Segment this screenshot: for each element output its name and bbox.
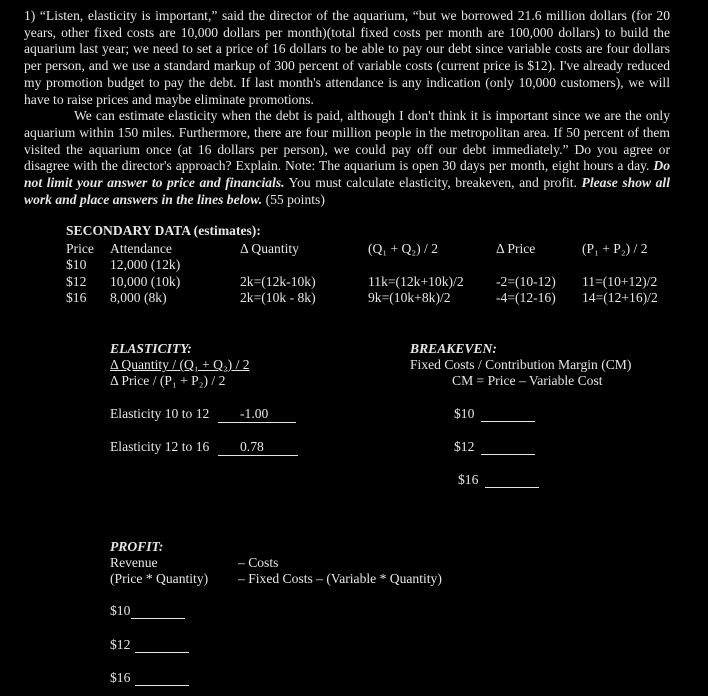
secondary-data-title: SECONDARY DATA (estimates): xyxy=(66,223,261,238)
revenue-label: Revenue xyxy=(110,555,158,570)
row-p-average: 14=(12+16)/2 xyxy=(582,290,658,305)
elasticity-label: Elasticity 10 to 12 xyxy=(110,406,210,421)
costs-label: – Costs xyxy=(238,555,279,570)
points-text: (55 points) xyxy=(262,191,325,207)
header-delta-price: Δ Price xyxy=(496,241,536,256)
contribution-margin-formula: CM = Price – Variable Cost xyxy=(452,373,603,388)
breakeven-formula: Fixed Costs / Contribution Margin (CM) xyxy=(410,357,632,372)
header-delta-quantity: Δ Quantity xyxy=(240,241,299,256)
question-paragraph-1: 1) “Listen, elasticity is important,” said the director of the aquarium, “but we borrowed 21.6 million dollars (for 20 years, other fixed costs are 10,000 dollars per month)(total fixed costs per month are 100,000 dollars) to build the aquarium last year; we need to set a price of 16 dollars to be able to pay our debt since variable costs are four dollars per person, and we use a standard markup of 300 percent of variable costs (current price is $12). I've already reduced my promotion budget to pay the debt. If last month's attendance is any indication (only 10,000 customers), we will have to raise prices and maybe eliminate promotions. xyxy=(24,8,670,107)
profit-price-label: $10 xyxy=(110,603,131,618)
breakeven-price-label: $10 xyxy=(454,406,475,421)
breakeven-price-label: $12 xyxy=(454,439,475,454)
elasticity-answer-field[interactable]: 0.78 xyxy=(218,439,298,456)
profit-answer-field[interactable] xyxy=(131,603,185,619)
header-price: Price xyxy=(66,241,94,256)
header-p-average: (P₁ + P₂) / 2 xyxy=(582,241,648,256)
profit-price-label: $16 xyxy=(110,670,131,685)
row-attendance: 10,000 (10k) xyxy=(110,274,181,289)
breakeven-answer-field[interactable] xyxy=(481,406,535,422)
question-p2-mid: You must calculate elasticity, breakeven, and profit. xyxy=(284,175,582,191)
question-text xyxy=(24,8,670,208)
row-p-average: 11=(10+12)/2 xyxy=(582,274,658,289)
row-q-average: 11k=(12k+10k)/2 xyxy=(368,274,464,289)
instruction-bold-1: Do not limit your answer to price and financials. xyxy=(24,158,670,191)
revenue-formula: (Price * Quantity) xyxy=(110,571,209,586)
breakeven-title: BREAKEVEN: xyxy=(410,341,497,356)
elasticity-formula-denominator: Δ Price / (P₁ + P₂) / 2 xyxy=(110,373,226,388)
breakeven-answer-field[interactable] xyxy=(485,472,539,488)
row-q-average: 9k=(10k+8k)/2 xyxy=(368,290,451,305)
breakeven-price-label: $16 xyxy=(458,472,479,487)
profit-answer-field[interactable] xyxy=(135,670,189,686)
row-delta-quantity: 2k=(12k-10k) xyxy=(240,274,316,289)
elasticity-label: Elasticity 12 to 16 xyxy=(110,439,210,454)
instruction-bold-2: Please show all work and place answers in the lines below. xyxy=(24,175,670,207)
costs-formula: – Fixed Costs – (Variable * Quantity) xyxy=(238,571,442,586)
breakeven-answer-field[interactable] xyxy=(481,439,535,455)
elasticity-answer-field[interactable]: -1.00 xyxy=(218,406,296,423)
profit-title: PROFIT: xyxy=(110,539,164,554)
row-attendance: 8,000 (8k) xyxy=(110,290,167,305)
elasticity-formula-numerator: Δ Quantity / (Q₁ + Q₂) / 2 xyxy=(110,357,250,372)
row-delta-price: -4=(12-16) xyxy=(496,290,556,305)
profit-answer-field[interactable] xyxy=(135,637,189,653)
profit-price-label: $12 xyxy=(110,637,131,652)
question-paragraph-2 xyxy=(24,108,670,208)
header-attendance: Attendance xyxy=(110,241,172,256)
header-q-average: (Q₁ + Q₂) / 2 xyxy=(368,241,438,256)
row-delta-quantity: 2k=(10k - 8k) xyxy=(240,290,316,305)
question-p2-text: We can estimate elasticity when the debt is paid, although I don't think it is important since we are the only aquarium within 150 miles. Furthermore, there are four million people in the metropolitan area. If 50 percent of them visited the aquarium once (at 16 dollars per person), we could pay off our debt immediately.” Do you agree or disagree with the director's approach? Explain. Note: The aquarium is open 30 days per month, eight hours a day. xyxy=(24,108,670,174)
row-price: $16 xyxy=(66,290,87,305)
elasticity-title: ELASTICITY: xyxy=(110,341,192,356)
row-price: $10 xyxy=(66,257,87,272)
row-delta-price: -2=(10-12) xyxy=(496,274,556,289)
row-attendance: 12,000 (12k) xyxy=(110,257,181,272)
row-price: $12 xyxy=(66,274,87,289)
